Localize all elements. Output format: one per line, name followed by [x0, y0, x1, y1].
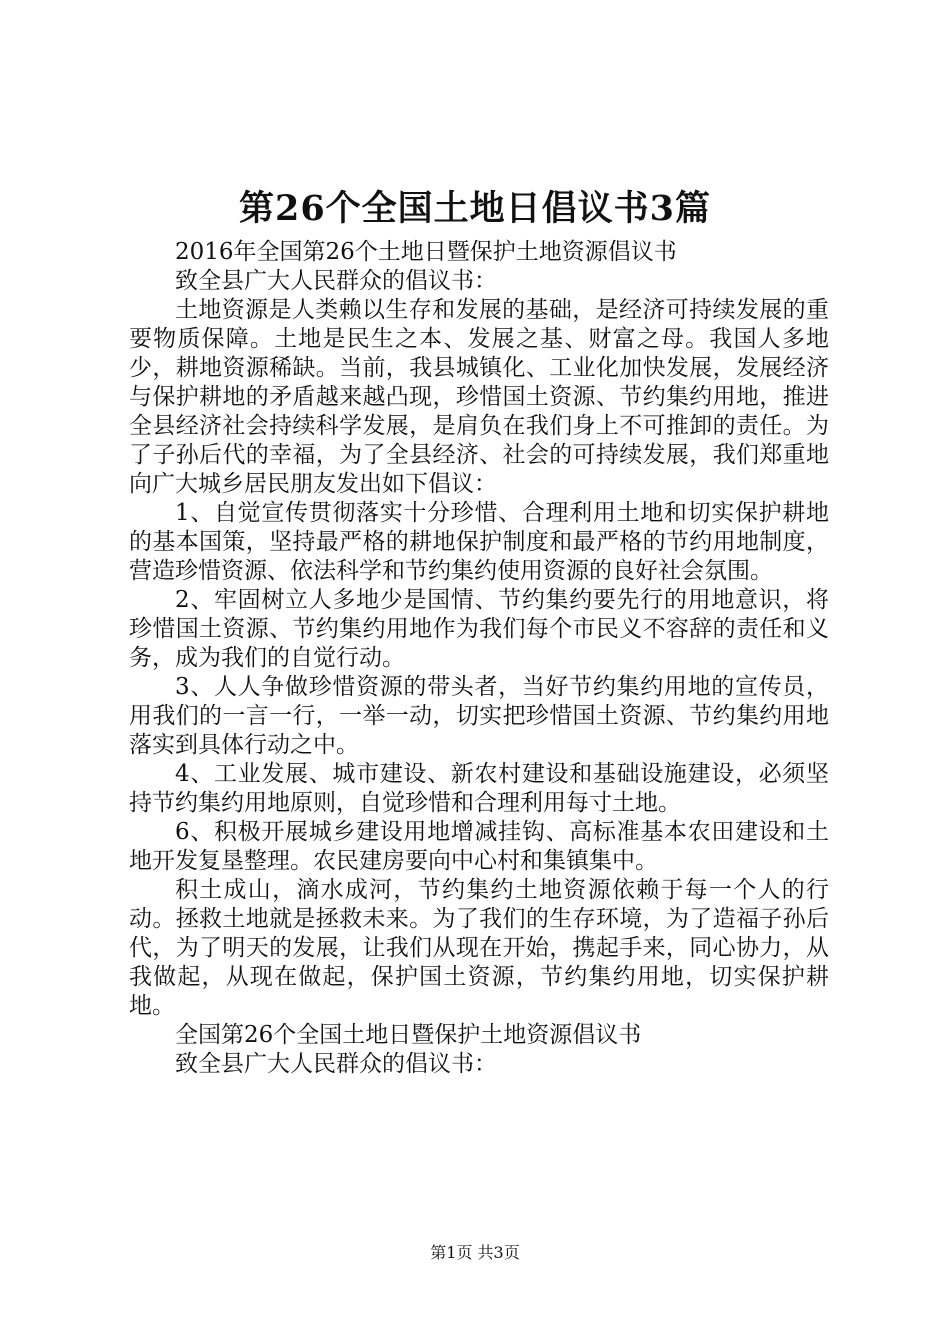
- paragraph-heading-national: 全国第26个全国土地日暨保护土地资源倡议书: [175, 1022, 642, 1048]
- paragraph-item-1: 1、自觉宣传贯彻落实十分珍惜、合理利用土地和切实保护耕地的基本国策，坚持最严格的耕地保护制度和最严格的节约用地制度，营造珍惜资源、依法科学和节约集约使用资源的良好社会氛围。: [129, 500, 829, 584]
- paragraph-item-2: 2、牢固树立人多地少是国情、节约集约要先行的用地意识，将珍惜国土资源、节约集约用地作为我们每个市民义不容辞的责任和义务，成为我们的自觉行动。: [129, 587, 829, 671]
- paragraph-salutation-2: 致全县广大人民群众的倡议书：: [175, 1051, 497, 1077]
- paragraph-item-4: 4、工业发展、城市建设、新农村建设和基础设施建设，必须坚持节约集约用地原则，自觉珍惜和合理利用每寸土地。: [129, 761, 829, 816]
- document-body: [129, 238, 829, 1079]
- paragraph-item-6: 6、积极开展城乡建设用地增减挂钩、高标准基本农田建设和土地开发复垦整理。农民建房要向中心村和集镇集中。: [129, 819, 829, 874]
- paragraph-item-3: 3、人人争做珍惜资源的带头者，当好节约集约用地的宣传员，用我们的一言一行，一举一动，切实把珍惜国土资源、节约集约用地落实到具体行动之中。: [129, 674, 829, 758]
- paragraph-intro: 土地资源是人类赖以生存和发展的基础，是经济可持续发展的重要物质保障。土地是民生之本、发展之基、财富之母。我国人多地少，耕地资源稀缺。当前，我县城镇化、工业化加快发展，发展经济与保护耕地的矛盾越来越凸现，珍惜国土资源、节约集约用地，推进全县经济社会持续科学发展，是肩负在我们身上不可推卸的责任。为了子孙后代的幸福，为了全县经济、社会的可持续发展，我们郑重地向广大城乡居民朋友发出如下倡议：: [129, 297, 829, 497]
- paragraph-salutation: 致全县广大人民群众的倡议书：: [175, 268, 497, 294]
- document-title: 第26个全国土地日倡议书3篇: [238, 188, 712, 229]
- paragraph-conclusion: 积土成山，滴水成河，节约集约土地资源依赖于每一个人的行动。拯救土地就是拯救未来。为了我们的生存环境，为了造福子孙后代，为了明天的发展，让我们从现在开始，携起手来，同心协力，从我做起，从现在做起，保护国土资源，节约集约用地，切实保护耕地。: [129, 877, 829, 1019]
- page-footer: 第1页 共3页: [430, 1243, 520, 1262]
- paragraph-heading-2016: 2016年全国第26个土地日暨保护土地资源倡议书: [175, 239, 677, 265]
